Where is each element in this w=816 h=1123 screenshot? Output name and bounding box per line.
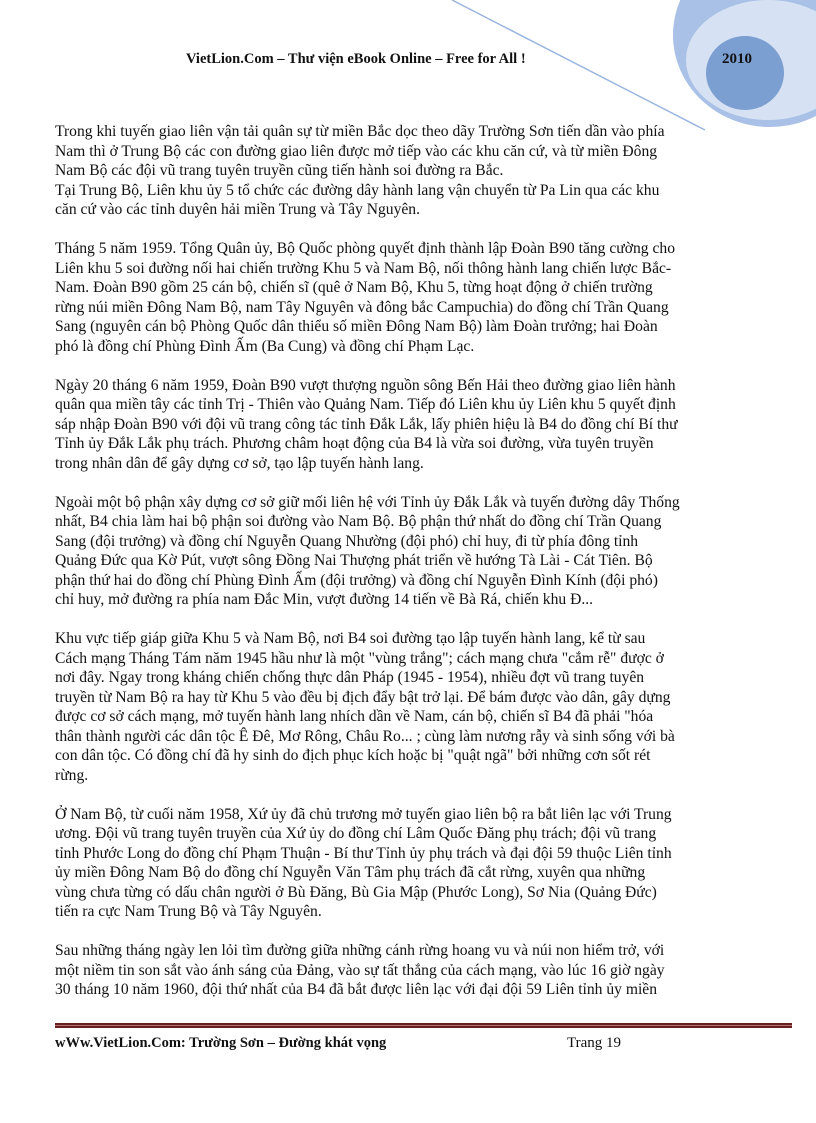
- paragraph: [55, 122, 665, 220]
- text-line: ương. Đội vũ trang tuyên truyền của Xứ ủy do đồng chí Lâm Quốc Đăng phụ trách; đội vũ trang: [55, 825, 657, 842]
- text-line: Nam thì ở Trung Bộ các con đường giao liên được mở tiếp vào các khu căn cứ, và từ miền Đông: [55, 142, 658, 160]
- text-line: nhất, B4 chia làm hai bộ phận soi đường vào Nam Bộ. Bộ phận thứ nhất do đồng chí Trần Quang: [55, 513, 662, 530]
- text-line: quân qua miền tây các tỉnh Trị - Thiên vào Quảng Nam. Tiếp đó Liên khu ủy Liên khu 5 quyết định: [55, 396, 676, 413]
- text-line: thân thành người các dân tộc Ê Đê, Mơ Rông, Châu Ro... ; cùng làm nương rẫy và sinh sống với bà: [55, 727, 675, 745]
- footer-rule: [55, 1023, 792, 1028]
- paragraph: [55, 493, 680, 610]
- paragraph: [55, 941, 665, 1000]
- text-line: Nam Bộ các đội vũ trang tuyên truyền cũng tiến hành soi đường ra Bắc.: [55, 162, 504, 179]
- text-line: được cơ sở cách mạng, mở tuyến hành lang nhích dần về Nam, cán bộ, chiến sĩ B4 đã phải "hóa: [55, 708, 654, 725]
- text-line: Nam. Đoàn B90 gồm 25 cán bộ, chiến sĩ (quê ở Nam Bộ, Khu 5, từng hoạt động ở chiến trường: [55, 279, 653, 296]
- page-number: Trang 19: [567, 1035, 622, 1051]
- text-line: nơi đây. Ngay trong kháng chiến chống thực dân Pháp (1945 - 1954), nhiều đợt vũ trang tuyên: [55, 669, 645, 686]
- text-line: Sang (nguyên cán bộ Phòng Quốc dân thiểu số miền Đông Nam Bộ) làm Đoàn trưởng; hai Đoàn: [55, 318, 658, 335]
- text-line: Sau những tháng ngày len lỏi tìm đường giữa những cánh rừng hoang vu và núi non hiểm trở, với: [55, 942, 665, 959]
- text-line: 30 tháng 10 năm 1960, đội thứ nhất của B4 đã bắt được liên lạc với đại đội 59 Liên tỉnh ủy miền: [55, 981, 658, 998]
- text-line: phận thứ hai do đồng chí Phùng Đình Ấm (đội trưởng) và đồng chí Nguyễn Đình Kính (đội phó): [55, 571, 658, 589]
- text-line: tỉnh Phước Long do đồng chí Phạm Thuận - Bí thư Tỉnh ủy phụ trách và đại đội 59 thuộc Liên tỉnh: [55, 844, 672, 862]
- paragraph: [55, 629, 675, 785]
- text-line: Ở Nam Bộ, từ cuối năm 1958, Xứ ủy đã chủ trương mở tuyến giao liên bộ ra bắt liên lạc với Trung: [55, 805, 672, 823]
- text-line: một niềm tin son sắt vào ánh sáng của Đảng, vào sự tất thắng của cách mạng, vào lúc 16 giờ ngày: [55, 961, 665, 979]
- text-line: Tại Trung Bộ, Liên khu ủy 5 tổ chức các đường dây hành lang vận chuyển từ Pa Lin qua các khu: [55, 181, 660, 199]
- text-line: con dân tộc. Có đồng chí đã hy sinh do địch phục kích hoặc bị "quật ngã" bởi những cơn sốt rét: [55, 747, 651, 764]
- text-line: Cách mạng Tháng Tám năm 1945 hầu như là một "vùng trắng"; cách mạng chưa "cắm rễ" được ở: [55, 649, 664, 667]
- text-line: sáp nhập Đoàn B90 với đội vũ trang công tác tỉnh Đắk Lắk, lấy phiên hiệu là B4 do đồng chí Bí thư: [55, 415, 678, 433]
- text-line: Ngoài một bộ phận xây dựng cơ sở giữ mối liên hệ với Tỉnh ủy Đắk Lắk và tuyến đường dây Thống: [55, 493, 680, 511]
- text-line: căn cứ vào các tỉnh duyên hải miền Trung và Tây Nguyên.: [55, 201, 420, 218]
- header-year: 2010: [722, 51, 752, 67]
- text-line: Sang (đội trưởng) và đồng chí Nguyễn Quang Nhường (đội phó) chỉ huy, đi từ phía đông tỉnh: [55, 532, 639, 550]
- text-line: chỉ huy, mở đường ra phía nam Đắc Min, vượt đường 14 tiến về Bà Rá, chiến khu Đ...: [55, 591, 594, 608]
- text-line: Tháng 5 năm 1959. Tổng Quân ủy, Bộ Quốc phòng quyết định thành lập Đoàn B90 tăng cường cho: [55, 240, 675, 257]
- text-line: truyền từ Nam Bộ ra hay từ Khu 5 vào đều bị địch đẩy bật trở lại. Để bám được vào dân, gây dựng: [55, 688, 671, 706]
- text-line: Ngày 20 tháng 6 năm 1959, Đoàn B90 vượt thượng nguồn sông Bến Hải theo đường giao liên hành: [55, 376, 676, 394]
- footer-title: wWw.VietLion.Com: Trường Sơn – Đường khát vọng: [55, 1035, 387, 1051]
- text-line: ủy miền Đông Nam Bộ do đồng chí Nguyễn Văn Tâm phụ trách đã cắt rừng, xuyên qua những: [55, 864, 646, 881]
- text-line: tiến ra cực Nam Trung Bộ và Tây Nguyên.: [55, 903, 322, 920]
- header-title: VietLion.Com – Thư viện eBook Online – Free for All !: [186, 51, 526, 67]
- text-line: trong nhân dân để gây dựng cơ sở, tạo lập tuyến hành lang.: [55, 454, 424, 472]
- text-line: Trong khi tuyến giao liên vận tải quân sự từ miền Bắc dọc theo dãy Trường Sơn tiến dần vào phía: [55, 123, 665, 140]
- text-line: rừng núi miền Đông Nam Bộ, nam Tây Nguyên và đông bắc Campuchia) do đồng chí Trần Quang: [55, 298, 669, 316]
- paragraph: [55, 376, 678, 474]
- text-line: vùng chưa từng có dấu chân người ở Bù Đăng, Bù Gia Mập (Phước Long), Sơ Nia (Quảng Đức): [55, 883, 657, 901]
- inner-circle: [706, 36, 784, 110]
- paragraph: [55, 239, 675, 356]
- text-line: Tỉnh ủy Đắk Lắk phụ trách. Phương châm hoạt động của B4 là vừa soi đường, vừa tuyên truyền: [55, 435, 654, 452]
- header-decoration: [0, 0, 816, 140]
- text-line: rừng.: [55, 766, 89, 784]
- text-line: Khu vực tiếp giáp giữa Khu 5 và Nam Bộ, nơi B4 soi đường tạo lập tuyến hành lang, kể từ sau: [55, 630, 646, 647]
- paragraph: [55, 805, 672, 922]
- text-line: Liên khu 5 soi đường nối hai chiến trường Khu 5 và Nam Bộ, nối thông hành lang chiến lược Bắc-: [55, 259, 672, 277]
- text-line: phó là đồng chí Phùng Đình Ấm (Ba Cung) và đồng chí Phạm Lạc.: [55, 337, 475, 355]
- text-line: Quảng Đức qua Kờ Pút, vượt sông Đồng Nai Thượng phát triển về hướng Tà Lài - Cát Tiên. Bộ: [55, 552, 653, 569]
